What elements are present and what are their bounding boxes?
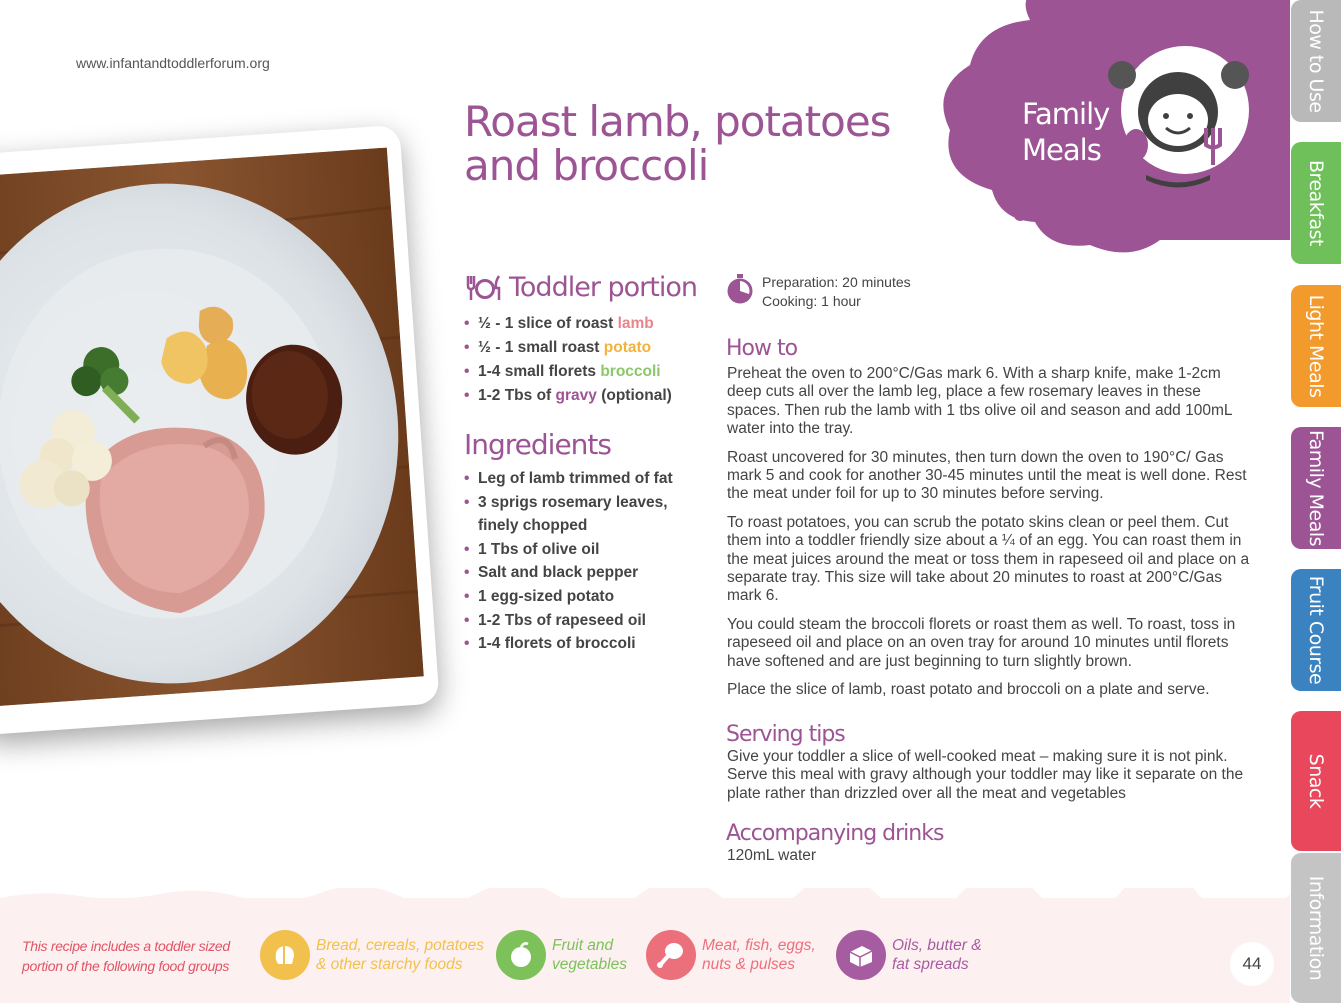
list-item: • 1-4 florets of broccoli xyxy=(464,632,696,656)
toddler-portion-heading: Toddler portion xyxy=(465,272,697,303)
step-paragraph: Preheat the oven to 200°C/Gas mark 6. With a sharp knife, make 1-2cm deep cuts all over the lamb leg, place a few rosemary leaves in these spaces. Then rub the lamb with 1 tbs olive oil and season and add 100mL water into the tray. xyxy=(727,365,1232,438)
food-group-fats: Oils, butter & fat spreads xyxy=(836,930,982,980)
recipe-photo xyxy=(0,148,424,707)
stopwatch-icon xyxy=(726,273,754,305)
step-paragraph: Place the slice of lamb, roast potato and broccoli on a plate and serve. xyxy=(727,681,1210,699)
step-paragraph: To roast potatoes, you can scrub the potato skins clean or peel them. Cut them into a toddler friendly size about a ¼ of an egg. You can roast them in the meat juices around the meat or toss them in rapeseed oil and place on a separate tray. This size will take about 20 minutes to roast at 200°C/Gas mark 6. xyxy=(727,513,1250,605)
list-item: • 1 egg-sized potato xyxy=(464,585,696,609)
recipe-title: Roast lamb, potatoes and broccoli xyxy=(464,97,891,190)
list-item: • 1-2 Tbs of gravy (optional) xyxy=(464,384,704,408)
prep-time: Preparation: 20 minutes xyxy=(762,274,911,290)
tab-snack[interactable]: Snack xyxy=(1291,711,1341,851)
list-item: • ½ - 1 slice of roast lamb xyxy=(464,312,704,336)
list-item: • 1 Tbs of olive oil xyxy=(464,538,696,562)
list-item: • 1-4 small florets broccoli xyxy=(464,360,704,384)
apple-icon xyxy=(496,930,546,980)
butter-icon xyxy=(836,930,886,980)
food-group-protein: Meat, fish, eggs, nuts & pulses xyxy=(646,930,816,980)
tab-family-meals[interactable]: Family Meals xyxy=(1291,427,1341,549)
cutlery-icon xyxy=(465,274,503,302)
tab-information[interactable]: Information xyxy=(1291,853,1341,1003)
step-paragraph: Roast uncovered for 30 minutes, then turn down the oven to 190°C/ Gas mark 5 and cook for another 30-45 minutes until the meat is well done. Rest the meat under foil for up to 30 minutes before serving. xyxy=(727,448,1247,503)
tab-breakfast[interactable]: Breakfast xyxy=(1291,142,1341,264)
food-groups-intro: This recipe includes a toddler sized portion of the following food groups xyxy=(22,938,230,974)
toddler-portion-list xyxy=(464,312,704,408)
list-item: • 3 sprigs rosemary leaves, finely chopped xyxy=(464,491,696,538)
list-item: • 1-2 Tbs of rapeseed oil xyxy=(464,609,696,633)
site-url[interactable]: www.infantandtoddlerforum.org xyxy=(76,55,270,71)
food-group-fruit-veg: Fruit and vegetables xyxy=(496,930,627,980)
recipe-photo-card xyxy=(0,125,440,736)
page-number: 44 xyxy=(1230,942,1274,986)
cook-time: Cooking: 1 hour xyxy=(762,293,861,309)
tab-light-meals[interactable]: Light Meals xyxy=(1291,285,1341,407)
drinks-heading: Accompanying drinks xyxy=(726,821,944,846)
bread-icon xyxy=(260,930,310,980)
list-item: • Leg of lamb trimmed of fat xyxy=(464,467,696,491)
how-to-heading: How to xyxy=(726,336,798,361)
list-item: • Salt and black pepper xyxy=(464,561,696,585)
family-meals-label: Family Meals xyxy=(1022,97,1110,167)
drinks-text: 120mL water xyxy=(727,847,817,864)
timing-info xyxy=(726,273,911,311)
section-tabs xyxy=(1291,0,1341,1003)
drumstick-icon xyxy=(646,930,696,980)
serving-tips-heading: Serving tips xyxy=(726,722,845,747)
ingredients-heading: Ingredients xyxy=(464,428,611,461)
list-item: • ½ - 1 small roast potato xyxy=(464,336,704,360)
ingredients-list xyxy=(464,467,696,656)
tab-fruit-course[interactable]: Fruit Course xyxy=(1291,569,1341,691)
tab-how-to-use[interactable]: How to Use xyxy=(1291,0,1341,122)
step-paragraph: You could steam the broccoli florets or roast them as well. To roast, toss in rapeseed oil and place on an oven tray for around 10 minutes until florets have softened and are just beginning to turn slightly brown. xyxy=(727,615,1236,670)
food-group-starchy: Bread, cereals, potatoes & other starchy foods xyxy=(260,930,484,980)
serving-tips-text: Give your toddler a slice of well-cooked meat – making sure it is not pink. Serve this meal with gravy although your toddler may like it separate on the plate rather than drizzled over all the meat and vegetables xyxy=(727,748,1244,802)
how-to-steps xyxy=(727,365,1257,710)
